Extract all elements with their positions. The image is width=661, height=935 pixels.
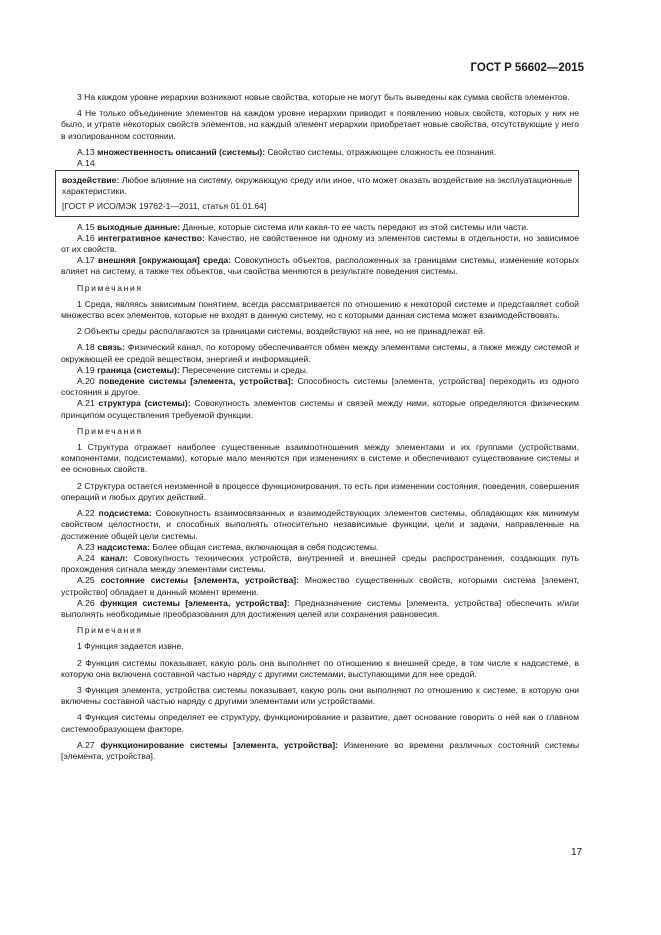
- term: интегративное качество:: [97, 232, 205, 243]
- entry-number: А.14: [77, 158, 95, 169]
- term-entry-a22: [61, 508, 579, 542]
- document-header: ГОСТ Р 56602—2015: [470, 62, 584, 74]
- source-reference: [ГОСТ Р ИСО/МЭК 19762-1—2011, статья 01.01.64]: [62, 201, 267, 212]
- note: 4 Функция системы определяет ее структуру, функционирование и развитие, дает основание говорить о ней как о главном системообразующем факторе.: [61, 712, 579, 734]
- box-definition: [62, 175, 572, 197]
- term: функция системы [элемента, устройства]:: [99, 597, 290, 608]
- definition: Более общая система, включающая в себя подсистемы.: [150, 541, 379, 552]
- term: связь:: [97, 342, 125, 353]
- term-entry-a25: [61, 575, 579, 597]
- entry-number: А.21: [77, 398, 95, 409]
- note: 2 Функция системы показывает, какую роль она выполняет по отношению к внешней среде, в том числе к надсистеме, в которую она включена составной частью наряду с другими системами, выступающими для нее средой.: [61, 657, 579, 679]
- note: 2 Структура остается неизменной в процессе функционирования, то есть при изменении состояния, поведения, совершения операций и любых других действий.: [61, 480, 579, 502]
- term-entry-a24: [61, 553, 579, 575]
- notes-heading: Примечания: [77, 282, 143, 293]
- term: поведение системы [элемента, устройства]:: [98, 376, 294, 387]
- entry-number: А.22: [77, 508, 95, 519]
- term: подсистема:: [98, 508, 152, 519]
- notes-heading: Примечания: [77, 625, 143, 636]
- entry-number: А.27: [77, 739, 95, 750]
- definition: Изменение во времени различных состояний системы [элемента, устройства].: [61, 739, 580, 761]
- term-entry-a23: [61, 542, 579, 553]
- notes-heading: Примечания: [77, 425, 143, 436]
- definition-box: [55, 170, 579, 217]
- definition: Данные, которые система или какая-то ее часть передают из этой системы или части.: [180, 221, 529, 232]
- entry-number: А.23: [77, 541, 95, 552]
- definition: Совокупность взаимосвязанных и взаимодействующих элементов системы, обладающих как минимум свойством целостности, и способных выполнять относительно независимые функции, цели и задачи, направленные на достижение общей цели системы.: [61, 508, 579, 541]
- entry-number: А.15: [77, 221, 95, 232]
- term: множественность описаний (системы):: [97, 146, 266, 157]
- term: функционирование системы [элемента, устройства]:: [100, 739, 339, 750]
- term-entry-a21: [61, 398, 579, 420]
- term-entry-a27: [61, 740, 579, 762]
- term: воздействие:: [62, 175, 120, 186]
- note: 1 Функция задается извне.: [77, 641, 184, 652]
- term-entry-a15: [61, 222, 579, 233]
- definition: Предназначение системы [элемента, устройства] обеспечить и/или выполнять необходимые преобразования для достижения целей или сохранения равновесия.: [61, 597, 579, 619]
- definition: Любое влияние на систему, окружающую среду или иное, что может оказать воздействие на эксплуатационные характеристики.: [62, 175, 572, 197]
- entry-number: А.16: [77, 232, 95, 243]
- definition: Качество, не свойственное ни одному из элементов системы в отдельности, но зависимое от их свойств.: [61, 232, 579, 255]
- term-entry-a13: [61, 147, 579, 158]
- entry-number: А.24: [77, 552, 95, 563]
- entry-number: А.26: [77, 597, 95, 608]
- entry-number: А.18: [77, 342, 95, 353]
- term-entry-a18: [61, 342, 579, 364]
- term-entry-a20: [61, 376, 579, 398]
- entry-number: А.19: [77, 364, 95, 375]
- note: 1 Структура отражает наиболее существенные взаимоотношения между элементами и их группами (устройствами, компонентами, подсистемами), которые мало меняются при изменениях в системе и обеспечивают существование системы и ее основных свойств.: [61, 442, 579, 475]
- note: 1 Среда, являясь зависимым понятием, всегда рассматривается по отношению к некоторой системе и представляет собой множество всех элементов, которые не входят в данную систему, но с которыми данная система может взаимодействовать.: [61, 298, 579, 321]
- term: надсистема:: [97, 541, 150, 552]
- term: состояние системы [элемента, устройства]:: [100, 575, 300, 586]
- paragraph: 4 Не только объединение элементов на каждом уровне иерархии приводит к появлению новых свойств, которых у них не было, и утрате некоторых свойств элементов, но каждый элемент иерархии приобретает новые свойства, отсутствующие у него в изолированном состоянии.: [61, 108, 579, 141]
- term: граница (системы):: [97, 364, 180, 375]
- definition: Совокупность элементов системы и связей между ними, которые определяются физическим принципом осуществления требуемой функции.: [61, 398, 579, 420]
- term-entry-a16: [61, 233, 579, 255]
- definition: Совокупность технических устройств, внутренней и внешней среды распространения, создающих путь прохождения сигнала между элементами системы.: [61, 552, 579, 575]
- term: структура (системы):: [98, 398, 191, 409]
- note: 3 Функция элемента, устройства системы показывает, какую роль они выполняют по отношению к системе, в которую они включены составной частью наряду с другими элементами или устройствами.: [61, 684, 579, 707]
- definition: Физический канал, по которому обеспечивается обмен между элементами системы, а также между системой и окружающей ее средой веществом, энергией и информацией.: [61, 342, 579, 364]
- term-entry-a14: [55, 158, 579, 217]
- entry-number: А.20: [77, 376, 95, 387]
- entry-number: А.25: [77, 575, 95, 586]
- term: внешняя [окружающая] среда:: [98, 255, 232, 266]
- term: канал:: [100, 552, 128, 563]
- entry-number: А.17: [77, 255, 95, 266]
- term-entry-a19: [61, 365, 579, 376]
- term-entry-a17: [61, 255, 579, 277]
- definition: Способность системы [элемента, устройства] переходить из одного состояния в другое.: [61, 376, 579, 398]
- page-number: 17: [571, 847, 583, 858]
- definition: Множество существенных свойств, которыми система [элемент, устройство] обладает в данный момент времени.: [61, 575, 579, 597]
- entry-number: А.13: [77, 146, 95, 157]
- paragraph: 3 На каждом уровне иерархии возникают новые свойства, которые не могут быть выведены как сумма свойств элементов.: [77, 92, 570, 102]
- note: 2 Объекты среды располагаются за границами системы, воздействуют на нее, но не принадлежат ей.: [77, 326, 486, 337]
- term: выходные данные:: [97, 221, 181, 232]
- definition: Пересечение системы и среды.: [179, 364, 309, 375]
- definition: Свойство системы, отражающее сложность ее познания.: [265, 146, 497, 157]
- page-content: [61, 92, 579, 762]
- term-entry-a26: [61, 598, 579, 620]
- definition: Совокупность объектов, расположенных за границами системы, изменение которых влияет на систему, а также тех объектов, чьи свойства меняются в результате поведения системы.: [61, 255, 580, 277]
